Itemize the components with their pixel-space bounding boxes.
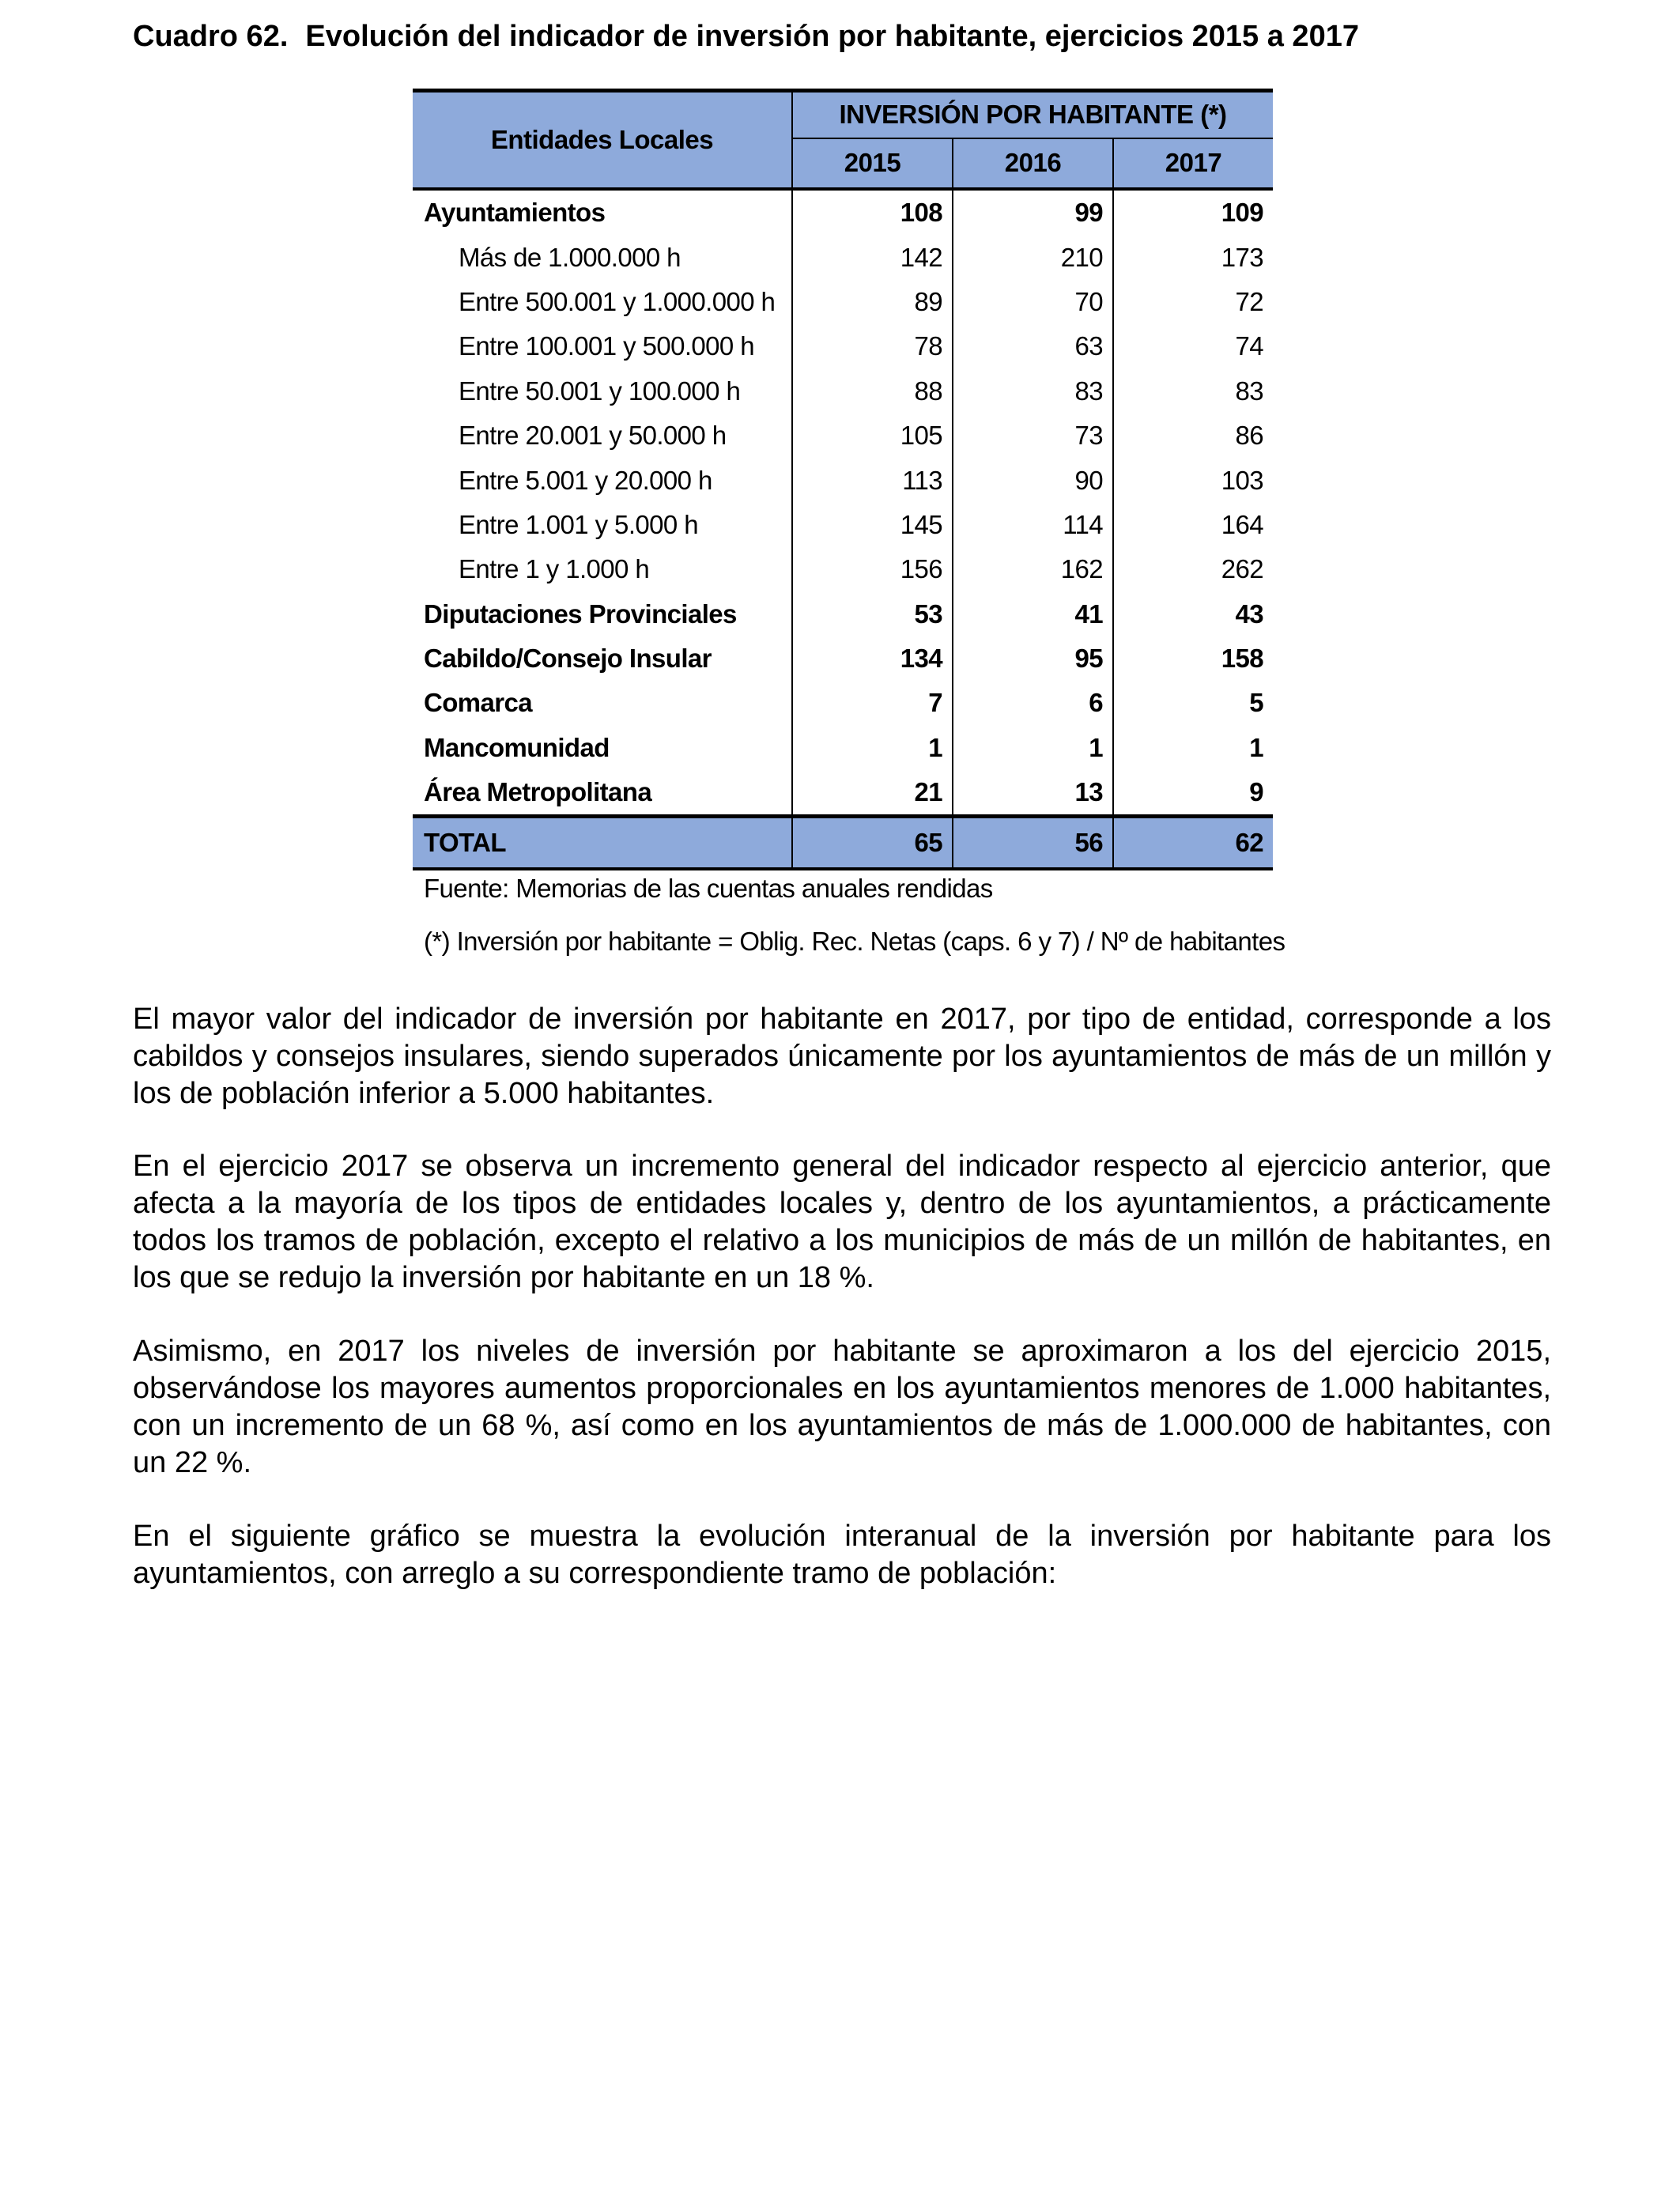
body-paragraph-4: En el siguiente gráfico se muestra la evolución interanual de la inversión por habitante para los ayuntamientos, con arreglo a su correspondiente tramo de población: <box>133 1520 1551 1590</box>
value-2015: 142 <box>792 235 953 279</box>
value-2015: 156 <box>792 547 953 591</box>
row-label: Entre 100.001 y 500.000 h <box>413 324 792 368</box>
value-2015: 7 <box>792 681 953 725</box>
value-2017: 1 <box>1249 732 1264 762</box>
value-2015: 1 <box>792 726 953 770</box>
value-2015: 78 <box>792 324 953 368</box>
row-label: Mancomunidad <box>413 726 792 770</box>
table-row <box>413 369 1273 413</box>
value-2017: 109 <box>1221 198 1264 228</box>
row-label: Entre 1.001 y 5.000 h <box>413 503 792 547</box>
value-2016: 162 <box>953 547 1113 591</box>
table-row <box>413 280 1273 324</box>
value-2016: 13 <box>953 770 1113 817</box>
value-2017: 164 <box>1221 509 1264 539</box>
value-2015: 89 <box>792 280 953 324</box>
value-2016: 95 <box>953 636 1113 681</box>
header-year-2015: 2015 <box>792 138 953 189</box>
value-2017: 83 <box>1235 376 1264 406</box>
header-entity: Entidades Locales <box>413 91 792 190</box>
table-row <box>413 324 1273 368</box>
value-2017: 173 <box>1221 242 1264 272</box>
value-2015: 113 <box>792 458 953 502</box>
value-2017: 262 <box>1221 554 1264 584</box>
total-row <box>413 817 1273 870</box>
value-2017: 74 <box>1235 331 1264 361</box>
table-row <box>413 413 1273 458</box>
row-label: Entre 50.001 y 100.000 h <box>413 369 792 413</box>
table-footnote: (*) Inversión por habitante = Oblig. Rec. Netas (caps. 6 y 7) / Nº de habitantes <box>424 927 1285 956</box>
table-row <box>413 592 1273 636</box>
value-2015: 88 <box>792 369 953 413</box>
value-2016: 83 <box>953 369 1113 413</box>
total-label: TOTAL <box>413 817 792 870</box>
row-label: Cabildo/Consejo Insular <box>413 636 792 681</box>
value-2016: 114 <box>953 503 1113 547</box>
header-year-2016: 2016 <box>953 138 1113 189</box>
row-label: Entre 1 y 1.000 h <box>413 547 792 591</box>
table-caption <box>133 14 1359 59</box>
row-label: Diputaciones Provinciales <box>413 592 792 636</box>
value-2017: 86 <box>1235 421 1264 451</box>
total-2017: 62 <box>1113 817 1273 870</box>
value-2017: 72 <box>1235 286 1264 316</box>
row-label: Entre 20.001 y 50.000 h <box>413 413 792 458</box>
caption-number: Cuadro 62. <box>133 20 289 53</box>
value-2016: 210 <box>953 235 1113 279</box>
row-label: Más de 1.000.000 h <box>413 235 792 279</box>
header-year-2017: 2017 <box>1113 138 1273 189</box>
row-label: Ayuntamientos <box>413 189 792 235</box>
table-row <box>413 503 1273 547</box>
row-label: Comarca <box>413 681 792 725</box>
header-investment-group: INVERSIÓN POR HABITANTE (*) <box>792 91 1273 138</box>
value-2016: 90 <box>953 458 1113 502</box>
table-row <box>413 770 1273 817</box>
body-paragraph-2: En el ejercicio 2017 se observa un incremento general del indicador respecto al ejercicio anterior, que afecta a la mayoría de los tipos de entidades locales y, dentro de los ayuntamientos, a prácticamente todos los tramos de población, excepto el relativo a los municipios de más de un millón de habitantes, en los que se redujo la inversión por habitante en un 18 %. <box>133 1150 1551 1294</box>
table-row <box>413 235 1273 279</box>
value-2017: 158 <box>1221 644 1264 674</box>
caption-title: Evolución del indicador de inversión por habitante, ejercicios 2015 a 2017 <box>305 20 1359 53</box>
value-2015: 105 <box>792 413 953 458</box>
table-source-note: Fuente: Memorias de las cuentas anuales rendidas <box>424 874 993 903</box>
table-row <box>413 681 1273 725</box>
value-2016: 99 <box>953 189 1113 235</box>
value-2017: 5 <box>1249 688 1264 718</box>
row-label: Entre 5.001 y 20.000 h <box>413 458 792 502</box>
total-2016: 56 <box>953 817 1113 870</box>
total-2015: 65 <box>792 817 953 870</box>
investment-table <box>413 89 1273 870</box>
table-row <box>413 547 1273 591</box>
value-2016: 41 <box>953 592 1113 636</box>
table-row <box>413 726 1273 770</box>
value-2016: 6 <box>953 681 1113 725</box>
value-2016: 63 <box>953 324 1113 368</box>
table-row <box>413 189 1273 235</box>
row-label: Entre 500.001 y 1.000.000 h <box>413 280 792 324</box>
value-2017: 9 <box>1249 777 1264 807</box>
value-2015: 108 <box>792 189 953 235</box>
value-2017: 43 <box>1235 599 1264 629</box>
value-2015: 145 <box>792 503 953 547</box>
value-2016: 1 <box>953 726 1113 770</box>
value-2017: 103 <box>1221 465 1264 495</box>
value-2015: 134 <box>792 636 953 681</box>
value-2016: 70 <box>953 280 1113 324</box>
table-row <box>413 458 1273 502</box>
value-2015: 21 <box>792 770 953 817</box>
table-row <box>413 636 1273 681</box>
value-2015: 53 <box>792 592 953 636</box>
body-paragraph-3: Asimismo, en 2017 los niveles de inversión por habitante se aproximaron a los del ejercicio 2015, observándose los mayores aumentos proporcionales en los ayuntamientos menores de 1.000 habitantes, con un incremento de un 68 %, así como en los ayuntamientos de más de 1.000.000 de habitantes, con un 22 %. <box>133 1335 1551 1479</box>
value-2016: 73 <box>953 413 1113 458</box>
body-paragraph-1: El mayor valor del indicador de inversión por habitante en 2017, por tipo de entidad, corresponde a los cabildos y consejos insulares, siendo superados únicamente por los ayuntamientos de más de un millón y los de población inferior a 5.000 habitantes. <box>133 1003 1551 1110</box>
row-label: Área Metropolitana <box>413 770 792 817</box>
